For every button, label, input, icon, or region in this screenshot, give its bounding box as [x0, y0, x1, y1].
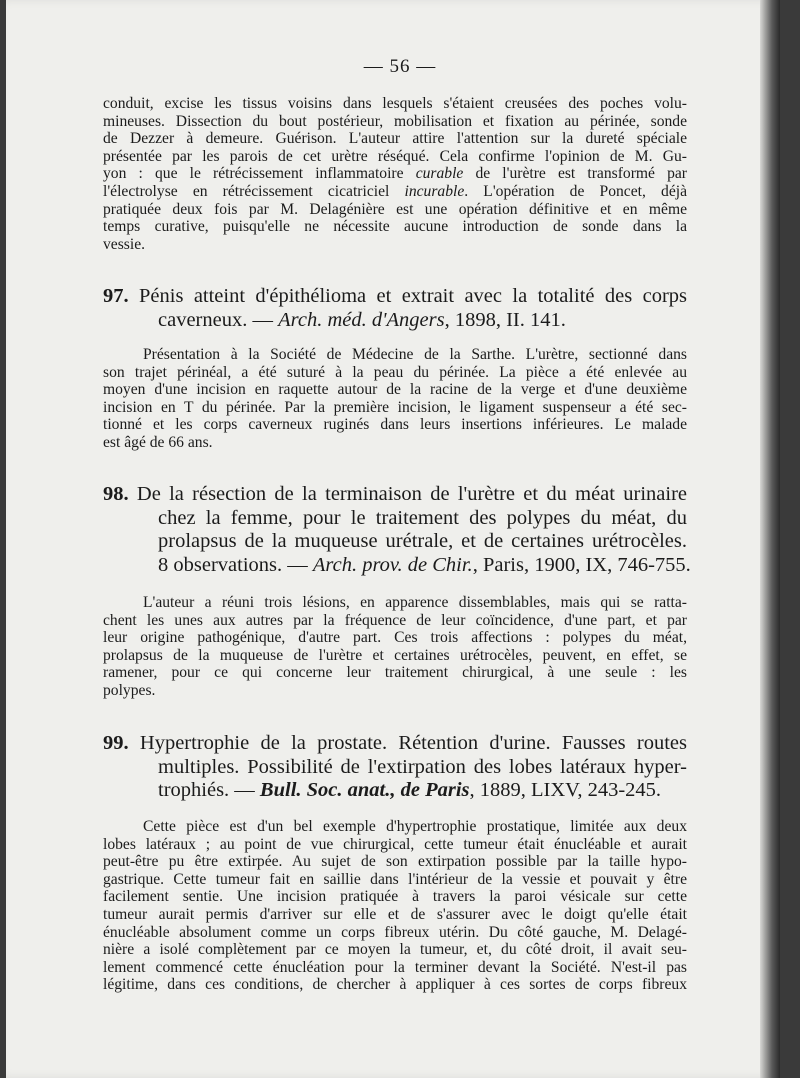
page-binding-edge: [760, 0, 780, 1078]
text-line: nière a isolé complètement par ce moyen la tumeur, et, du côté droit, il avait seu-: [103, 941, 687, 959]
entry-97-title: 97. Pénis atteint d'épithélioma et extrait avec la totalité des corps caverneux. — Arch. méd. d'Angers, 1898, II. 141.: [103, 285, 687, 331]
entry-99-body: [103, 818, 687, 994]
text-line: tumeur aurait permis d'arriver sur elle et de s'assurer avec le doigt qu'elle était: [103, 905, 687, 923]
text-line: pratiquée deux fois par M. Delagénière est une opération définitive et en même: [103, 200, 687, 218]
text-line: tionné et les corps caverneux ruginés dans leurs insertions inférieures. Le malade: [103, 416, 687, 434]
text-line: temps curative, puisqu'elle ne nécessite aucune introduction de sonde dans la: [103, 218, 687, 236]
text-line: mineuses. Dissection du bout postérieur, mobilisation et fixation au périnée, sonde: [103, 112, 687, 130]
entry-99-title: 99. Hypertrophie de la prostate. Rétention d'urine. Fausses routes multiples. Possibilité de l'extirpation des lobes latéraux hyper- trophiés. — Bull. Soc. anat., de Paris, 1889, LIXV, 243-245.: [103, 732, 687, 801]
text-line: facilement sentie. Une incision pratiquée à travers la paroi vésicale sur cette: [103, 888, 687, 906]
text-line: présentée par les parois de cet urètre réséqué. Cela confirme l'opinion de M. Gu-: [103, 147, 687, 165]
citation: Arch. méd. d'Angers: [278, 308, 445, 331]
entry-98-body: [103, 594, 687, 700]
text-line: est âgé de 66 ans.: [103, 433, 213, 451]
citation: Bull. Soc. anat., de Paris: [259, 779, 470, 801]
text-line: son trajet périnéal, a été suturé à la peau du périnée. La pièce a été enlevée au: [103, 363, 687, 381]
entry-number: 99.: [103, 732, 129, 754]
text-line: ramener, pour ce qui concerne leur traitement chirurgical, à une seule : les: [103, 664, 687, 682]
entry-number: 97.: [103, 285, 129, 307]
text-line: moyen d'une incision en raquette autour de la racine de la verge et d'une deuxième: [103, 381, 687, 399]
intro-paragraph: [103, 95, 687, 253]
text-line: légitime, dans ces conditions, de chercher à appliquer à ces sortes de corps fibreux: [103, 976, 687, 994]
text-line: polypes.: [103, 681, 156, 699]
text-line: lement commencé cette énucléation pour la terminer devant la Société. N'est-il pas: [103, 958, 687, 976]
entry-98-title: 98. De la résection de la terminaison de l'urètre et du méat urinaire chez la femme, pour le traitement des polypes du méat, du prolapsus de la muqueuse urétrale, et de certaines urétrocèles. 8 observations. — Arch. prov. de Chir., Paris, 1900, IX, 746-755.: [103, 483, 691, 576]
text-line: incision en T du périnée. Par la première incision, le ligament suspenseur a été sec-: [103, 398, 687, 416]
text-line: énucléable absolument comme un corps fibreux utérin. Du côté gauche, M. Delagé-: [103, 923, 687, 941]
text-line: l'électrolyse en rétrécissement cicatriciel incurable. L'opération de Poncet, déjà: [103, 182, 687, 200]
citation: Arch. prov. de Chir.: [312, 553, 473, 576]
text-line: de Dezzer à demeure. Guérison. L'auteur attire l'attention sur la dureté spéciale: [103, 130, 687, 148]
text-line: conduit, excise les tissus voisins dans lesquels s'étaient creusées des poches volu-: [103, 95, 687, 112]
text-line: vessie.: [103, 235, 146, 253]
text-line: Présentation à la Société de Médecine de la Sarthe. L'urètre, sectionné dans: [143, 346, 687, 363]
entry-number: 98.: [103, 483, 129, 505]
text-line: prolapsus de la muqueuse de l'urètre et certaines urétrocèles, peuvent, en effet, se: [103, 646, 687, 664]
text-line: yon : que le rétrécissement inflammatoire curable de l'urètre est transformé par: [103, 165, 687, 183]
text-line: Cette pièce est d'un bel exemple d'hypertrophie prostatique, limitée aux deux: [143, 818, 687, 835]
text-line: gastrique. Cette tumeur fait en saillie dans l'intérieur de la vessie et pouvait y être: [103, 870, 687, 888]
text-line: lobes latéraux ; au point de vue chirurgical, cette tumeur était énucléable et aurait: [103, 835, 687, 853]
text-line: peut-être pu être extirpée. Au sujet de son extirpation possible par la taille hypo-: [103, 853, 687, 871]
page-number: — 56 —: [363, 56, 437, 77]
text-line: chent les unes aux autres par la fréquence de leur coïncidence, d'une part, et par: [103, 611, 687, 629]
text-line: leur origine pathogénique, d'autre part. Ces trois affections : polypes du méat,: [103, 629, 687, 647]
entry-97-body: [103, 346, 687, 452]
text-line: L'auteur a réuni trois lésions, en apparence dissemblables, mais qui se ratta-: [143, 594, 687, 611]
